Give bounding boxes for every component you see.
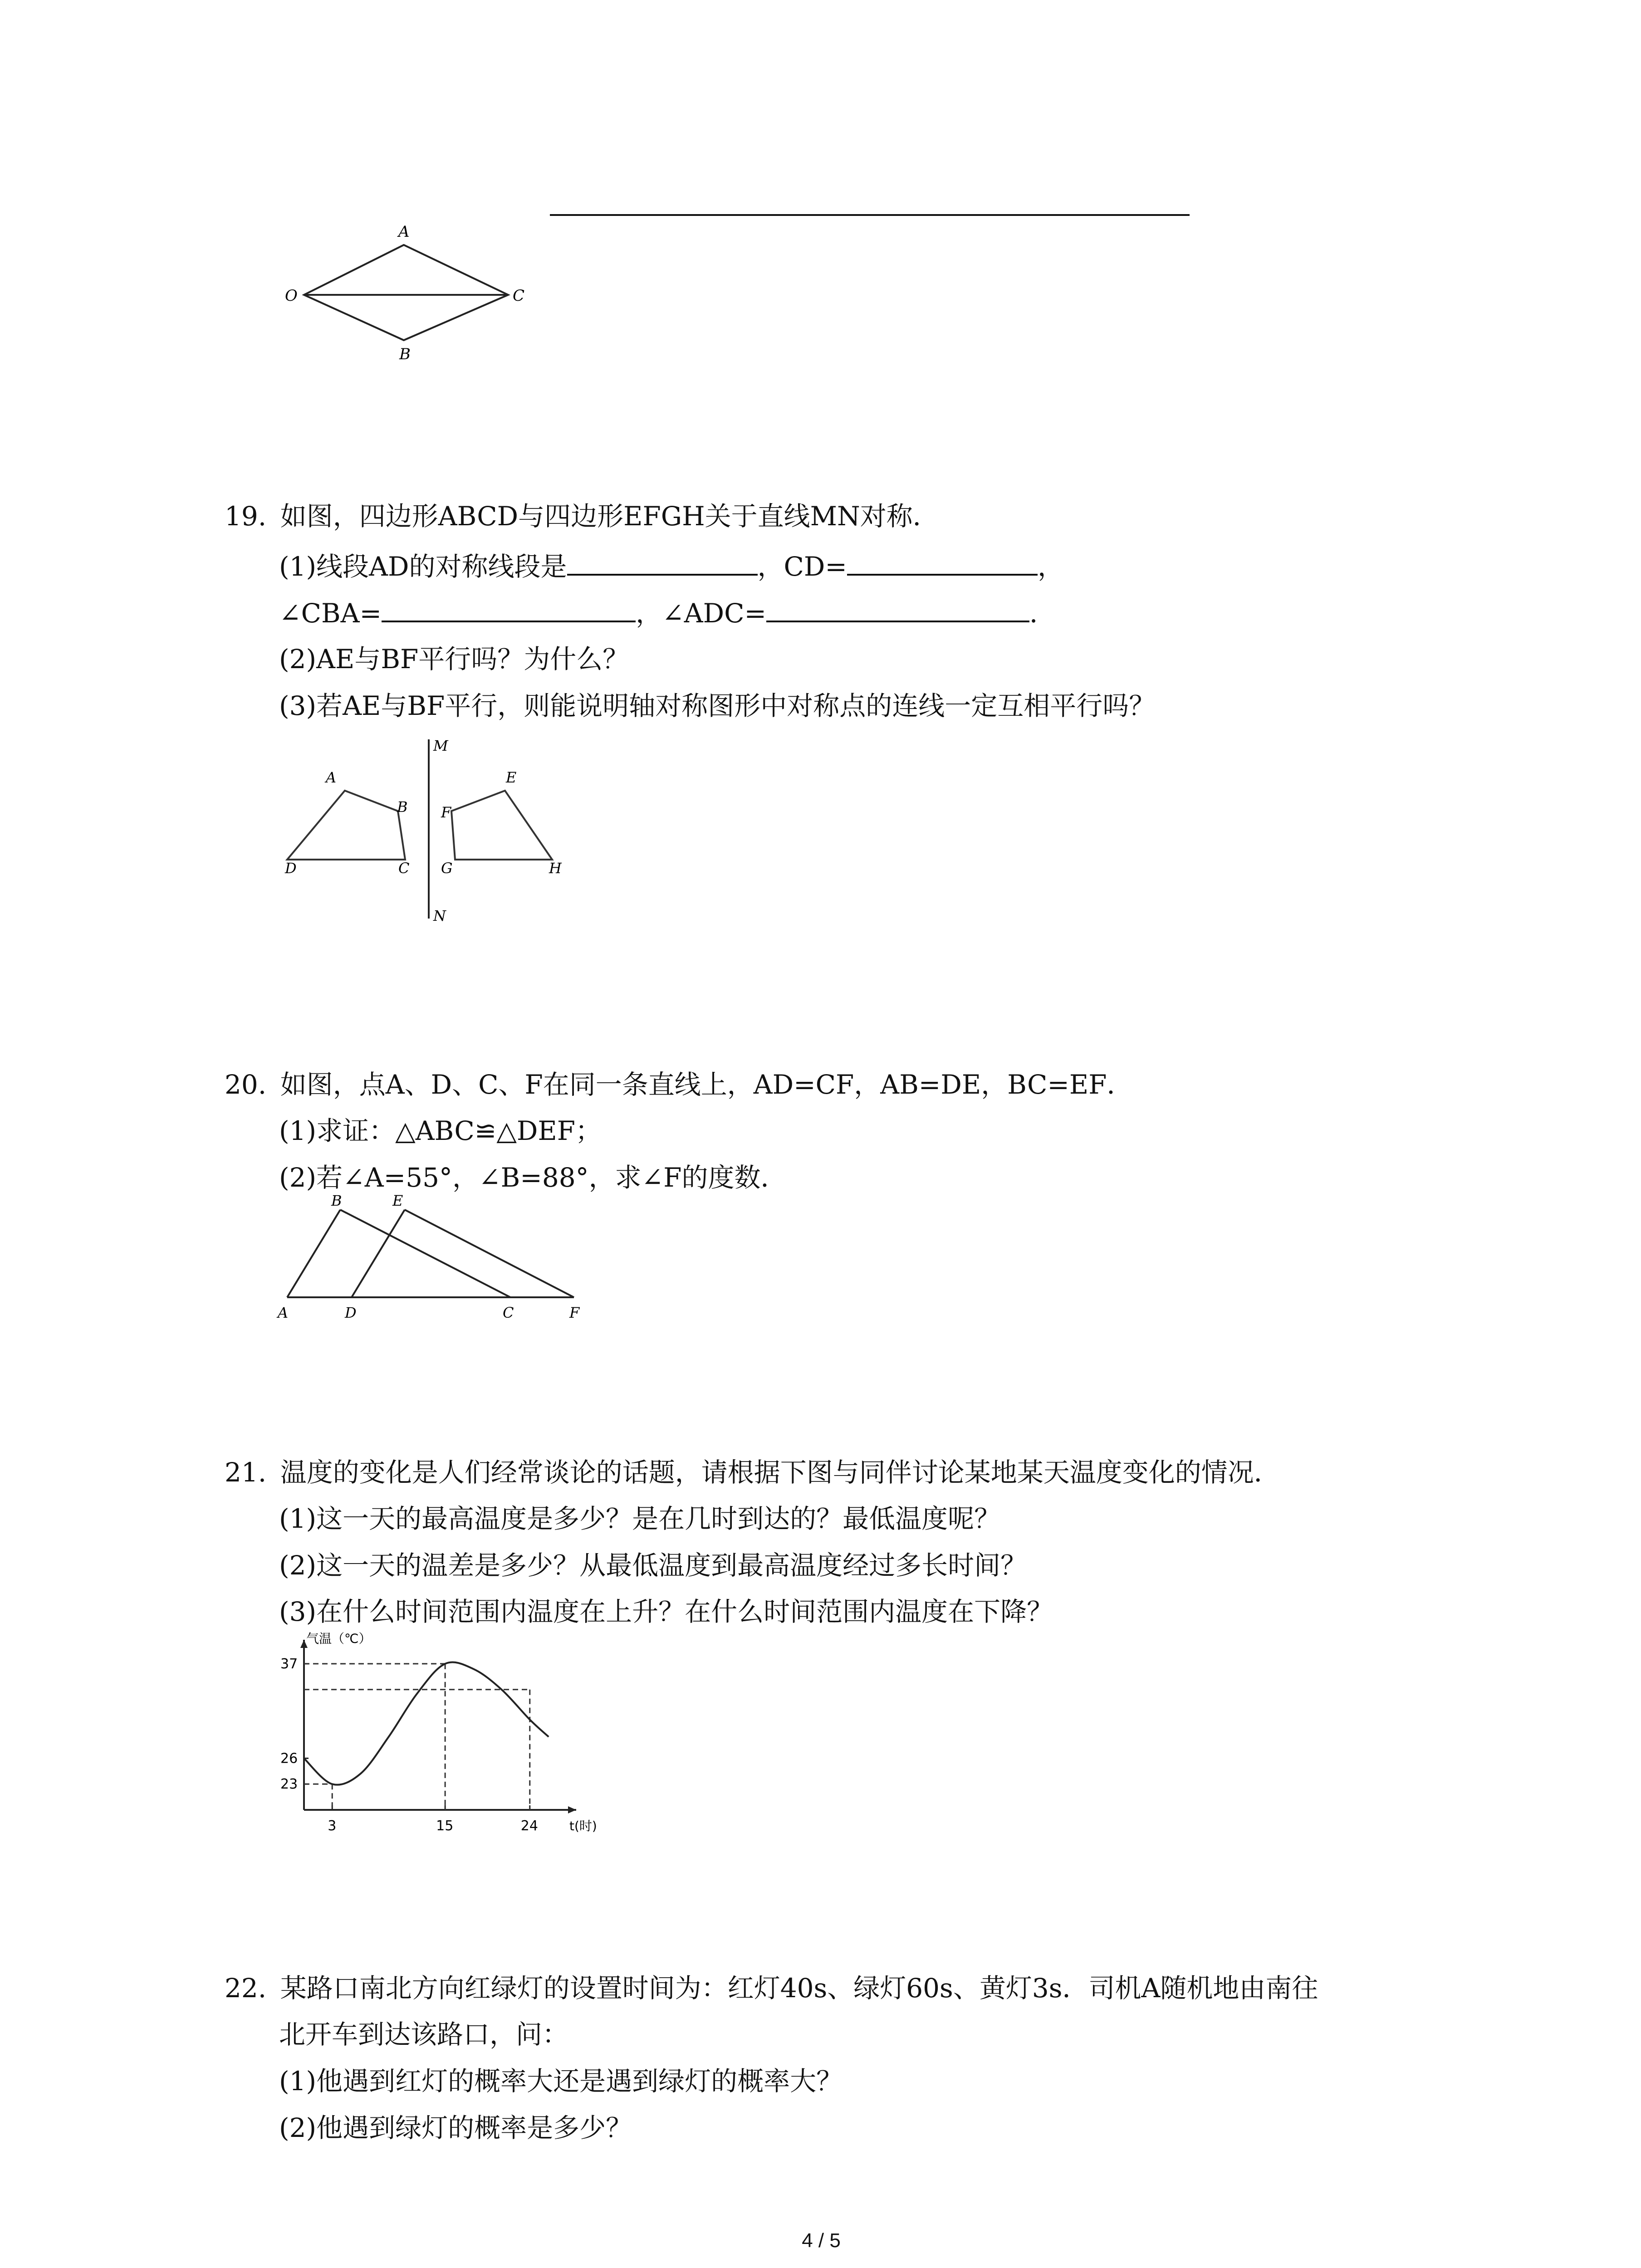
x-axis-arrow — [568, 1806, 576, 1813]
q19-part1-text-a: (1)线段AD的对称线段是 — [279, 551, 567, 582]
q19-part1-text-b: ，CD= — [757, 551, 847, 582]
rhombus-label-c: C — [513, 287, 525, 305]
q22-intro-line2: 北开车到达该路口，问： — [279, 2019, 569, 2050]
rhombus-label-a: A — [398, 223, 410, 241]
y-tick-label-23: 23 — [280, 1776, 298, 1793]
rhombus-label-o: O — [285, 287, 298, 305]
rhombus-figure — [272, 213, 544, 376]
y-axis-label: 气温（℃） — [306, 1631, 372, 1646]
q19-part3: (3)若AE与BF平行，则能说明轴对称图形中对称点的连线一定互相平行吗？ — [279, 690, 1156, 721]
q19-part2: (2)AE与BF平行吗？为什么？ — [279, 644, 629, 675]
rhombus-label-b: B — [399, 345, 411, 363]
q21-number: 21. — [225, 1457, 267, 1488]
q19-label-n: N — [433, 907, 446, 924]
temperature-curve — [304, 1662, 549, 1784]
q19-part1-text-f: ． — [1029, 598, 1056, 629]
q20-intro-text: 如图，点A、D、C、F在同一条直线上，AD=CF，AB=DE，BC=EF． — [280, 1069, 1133, 1100]
answer-blank-line — [550, 214, 1190, 216]
q21-intro — [225, 1457, 1280, 1487]
q20-intro — [225, 1070, 1133, 1100]
q19-label-d: D — [285, 860, 297, 877]
q20-number: 20. — [225, 1069, 267, 1100]
q22-number: 22. — [225, 1973, 267, 2004]
q20-part2: (2)若∠A=55°，∠B=88°，求∠F的度数． — [279, 1162, 787, 1193]
q19-intro-text: 如图，四边形ABCD与四边形EFGH关于直线MN对称． — [280, 501, 939, 532]
q20-label-f: F — [569, 1304, 580, 1321]
q19-label-c: C — [398, 860, 410, 877]
q19-label-e: E — [506, 769, 517, 786]
q19-part1-text-d: ∠CBA= — [279, 598, 382, 629]
q19-intro — [225, 501, 939, 531]
q21-part1: (1)这一天的最高温度是多少？是在几时到达的？最低温度呢？ — [279, 1503, 1001, 1534]
temperature-chart — [263, 1628, 597, 1837]
q20-label-b: B — [331, 1192, 342, 1209]
q19-part1-text-c: ， — [1038, 551, 1064, 582]
x-tick-label-24: 24 — [520, 1818, 538, 1834]
q20-part1: (1)求证：△ABC≌△DEF； — [279, 1115, 602, 1146]
q19-blank-adc[interactable] — [766, 598, 1029, 622]
q22-intro-line1 — [225, 1973, 1318, 2003]
q20-figure — [272, 1191, 599, 1327]
x-axis-label: t(时) — [569, 1818, 597, 1833]
q19-figure — [272, 730, 590, 934]
q19-part1-text-e: ，∠ADC= — [636, 598, 767, 629]
q20-label-e: E — [392, 1192, 403, 1209]
q19-part1-line1 — [279, 551, 1064, 582]
q19-blank-cba[interactable] — [382, 598, 636, 622]
y-tick-label-26: 26 — [280, 1750, 298, 1767]
x-tick-label-3: 3 — [328, 1818, 337, 1834]
q19-label-h: H — [549, 860, 562, 877]
q21-intro-text: 温度的变化是人们经常谈论的话题，请根据下图与同伴讨论某地某天温度变化的情况． — [280, 1457, 1280, 1488]
q19-label-a: A — [326, 769, 337, 786]
q19-number: 19. — [225, 501, 267, 532]
q20-label-a: A — [278, 1304, 289, 1321]
q22-part1: (1)他遇到红灯的概率大还是遇到绿灯的概率大？ — [279, 2066, 843, 2097]
q19-label-g: G — [441, 860, 453, 877]
q19-label-m: M — [433, 737, 448, 754]
q19-label-b: B — [397, 798, 408, 816]
q19-part1-line2 — [279, 598, 1056, 628]
y-tick-label-37: 37 — [280, 1656, 298, 1672]
q21-part2: (2)这一天的温差是多少？从最低温度到最高温度经过多长时间？ — [279, 1550, 1027, 1581]
q19-blank-cd[interactable] — [847, 551, 1038, 576]
q20-label-c: C — [503, 1304, 514, 1321]
q22-part2: (2)他遇到绿灯的概率是多少？ — [279, 2112, 632, 2143]
q21-part3: (3)在什么时间范围内温度在上升？在什么时间范围内温度在下降？ — [279, 1596, 1053, 1627]
x-tick-label-15: 15 — [436, 1818, 454, 1834]
q19-blank-ad[interactable] — [567, 551, 758, 576]
q22-intro-text-1: 某路口南北方向红绿灯的设置时间为：红灯40s、绿灯60s、黄灯3s．司机A随机地由南往 — [280, 1973, 1318, 2004]
q20-label-d: D — [345, 1304, 357, 1321]
page-number: 4 / 5 — [802, 2229, 841, 2252]
q19-label-f: F — [441, 804, 451, 821]
